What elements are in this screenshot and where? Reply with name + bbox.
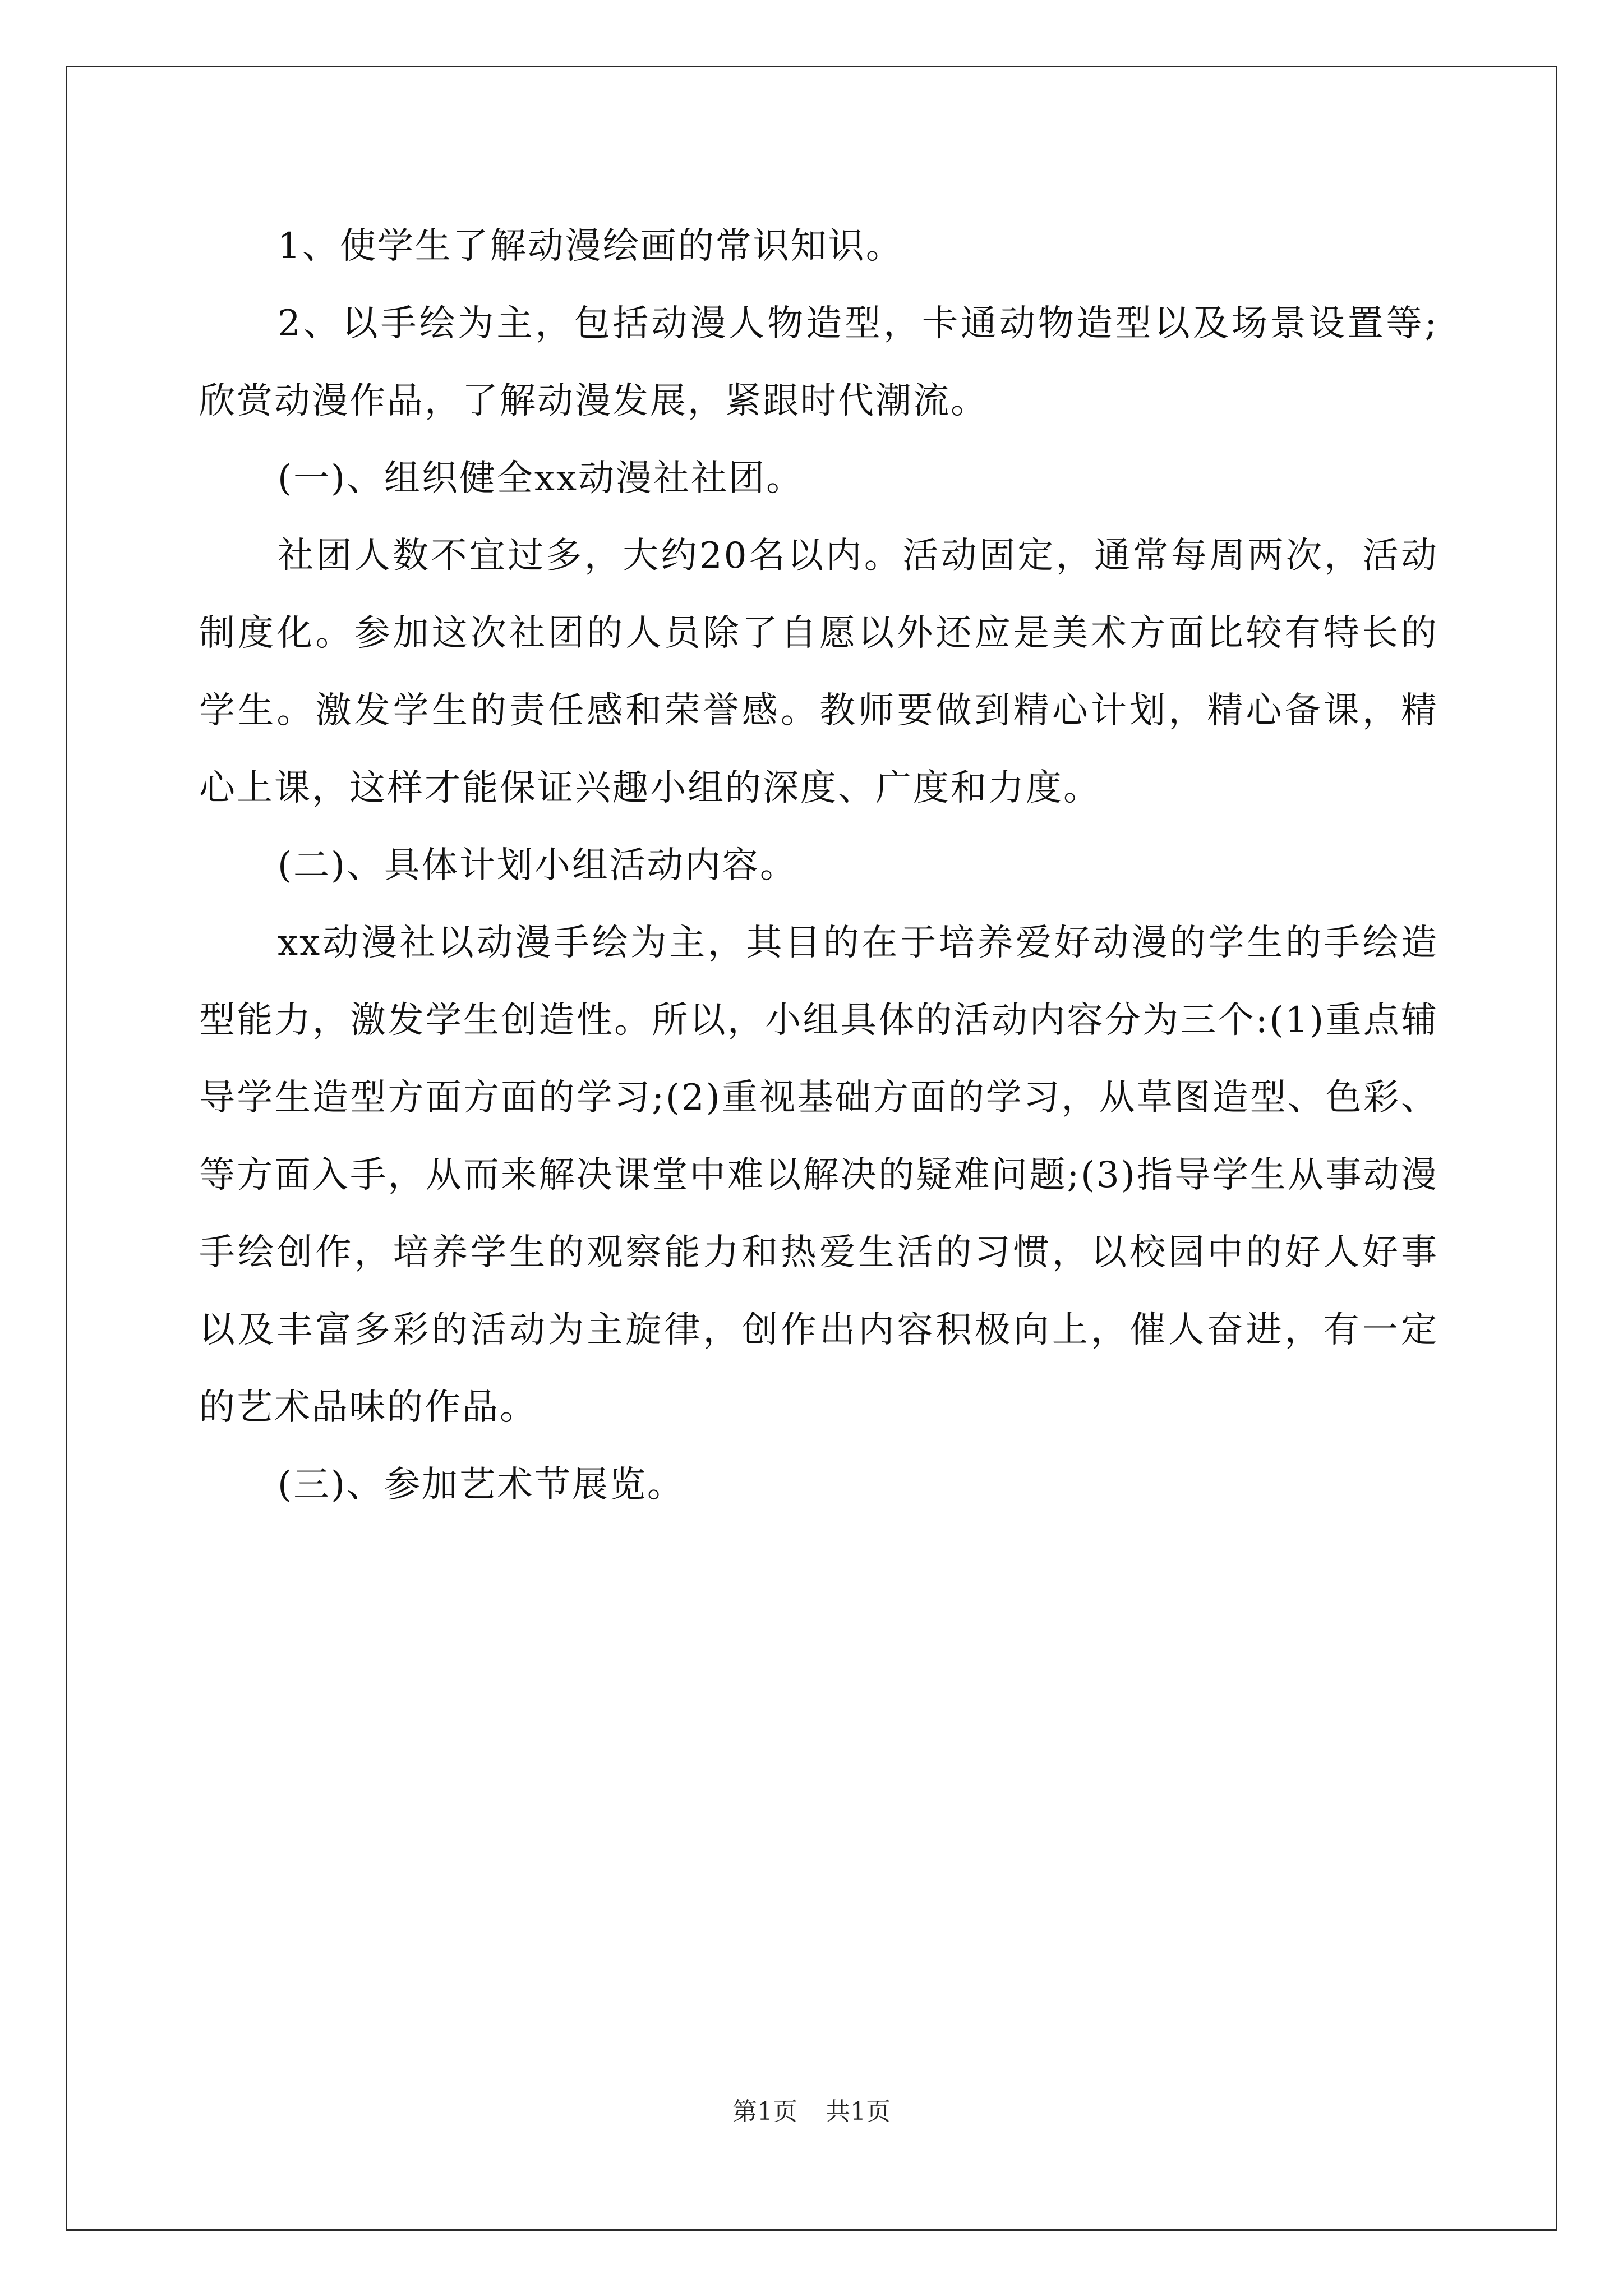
paragraph-1: 1、使学生了解动漫绘画的常识知识。	[278, 226, 903, 267]
section-heading-2: (二)、具体计划小组活动内容。	[278, 845, 797, 886]
paragraph-3: 社团人数不宜过多，大约20名以内。活动固定，通常每周两次，活动制度化。参加这次社团的人员除了自愿以外还应是美术方面比较有特长的学生。激发学生的责任感和荣誉感。教师要做到精心计划，精心备课，精心上课，这样才能保证兴趣小组的深度、广度和力度。	[199, 535, 1438, 809]
section-heading-3: (三)、参加艺术节展览。	[278, 1464, 685, 1506]
paragraph-2: 2、以手绘为主，包括动漫人物造型，卡通动物造型以及场景设置等;欣赏动漫作品，了解动漫发展，紧跟时代潮流。	[199, 303, 1438, 422]
page-number: 第1页	[732, 2097, 797, 2126]
page-footer	[0, 2095, 1623, 2129]
document-body	[199, 208, 1438, 1524]
paragraph-4: xx动漫社以动漫手绘为主，其目的在于培养爱好动漫的学生的手绘造型能力，激发学生创造性。所以，小组具体的活动内容分为三个:(1)重点辅导学生造型方面方面的学习;(2)重视基础方面的学习，从草图造型、色彩、等方面入手，从而来解决课堂中难以解决的疑难问题;(3)指导学生从事动漫手绘创作，培养学生的观察能力和热爱生活的习惯，以校园中的好人好事以及丰富多彩的活动为主旋律，创作出内容积极向上，催人奋进，有一定的艺术品味的作品。	[199, 922, 1438, 1428]
page-total: 共1页	[826, 2097, 891, 2126]
section-heading-1: (一)、组织健全xx动漫社社团。	[278, 458, 804, 499]
